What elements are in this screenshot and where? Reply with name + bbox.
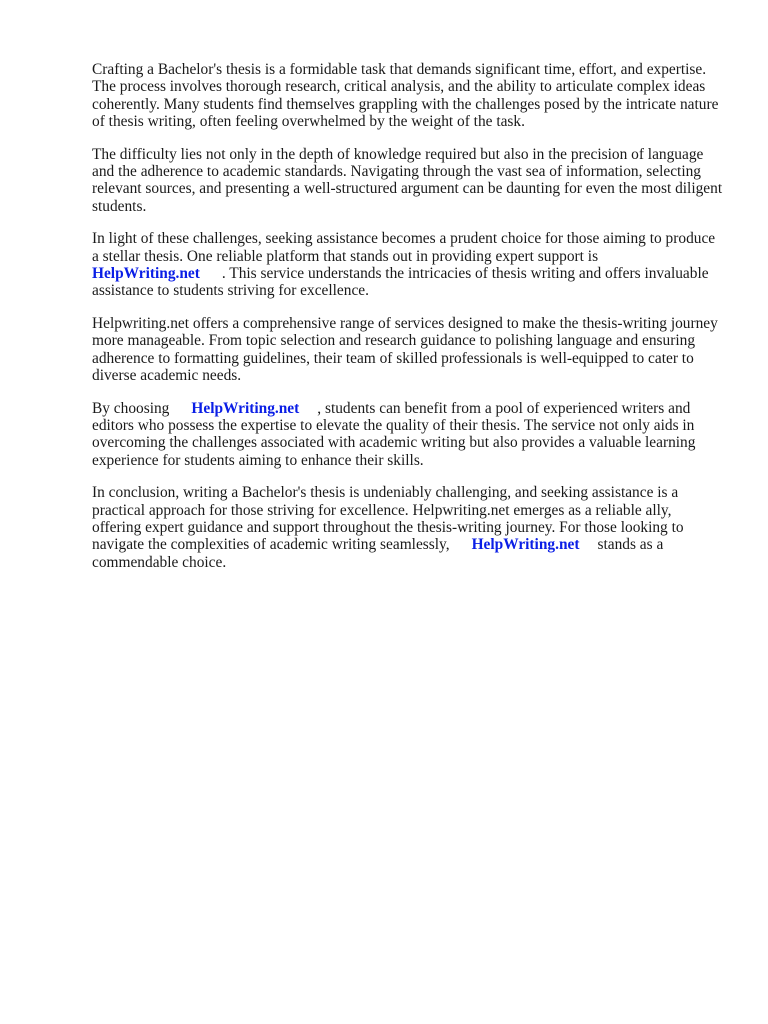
paragraph-text: Crafting a Bachelor's thesis is a formidable task that demands significant time, effort, and expertise. The process involves thorough research, critical analysis, and the ability to articulate complex ideas coherently. Many students find themselves grappling with the challenges posed by the intricate nature of thesis writing, often feeling overwhelmed by the weight of the task. — [92, 61, 719, 130]
helpwriting-link[interactable]: HelpWriting.net — [471, 536, 580, 554]
helpwriting-link[interactable]: HelpWriting.net — [191, 399, 300, 417]
helpwriting-link[interactable]: HelpWriting.net — [92, 264, 200, 282]
paragraph-text-before-link: In conclusion, writing a Bachelor's thesis is undeniably challenging, and seeking assistance is a practical approach for those striving for excellence. Helpwriting.net emerges as a reliable ally, offering expert guidance and support throughout the thesis-writing journey. For those looking to navigate the complexities of academic writing seamlessly, — [92, 484, 684, 554]
paragraph-text-after-link: , students can benefit from a pool of experienced writers and editors who possess the expertise to elevate the quality of their thesis. The service not only aids in overcoming the challenges associated with academic writing but also provides a valuable learning experience for students aiming to enhance their skills. — [92, 399, 696, 469]
paragraph-text-after-link: stands as a commendable choice. — [92, 536, 664, 571]
paragraph-text: Helpwriting.net offers a comprehensive range of services designed to make the thesis-writing journey more manageable. From topic selection and research guidance to polishing language and ensuring adherence to formatting guidelines, their team of skilled professionals is well-equipped to cater to diverse academic needs. — [92, 315, 718, 384]
paragraph-text-after-link: . This service understands the intricacies of thesis writing and offers invaluable assistance to students striving for excellence. — [92, 264, 709, 300]
paragraph-text: The difficulty lies not only in the depth of knowledge required but also in the precision of language and the adherence to academic standards. Navigating through the vast sea of information, selecting relevant sources, and presenting a well-structured argument can be daunting for even the most diligent students. — [92, 145, 723, 215]
paragraph-conclusion — [92, 484, 724, 570]
paragraph-choosing — [92, 400, 724, 469]
paragraph-text-before-link: In light of these challenges, seeking assistance becomes a prudent choice for those aiming to produce a stellar thesis. One reliable platform that stands out in providing expert support is — [92, 230, 716, 265]
paragraph-text-before-link: By choosing — [92, 399, 170, 417]
paragraph-assistance — [92, 230, 724, 299]
paragraph-difficulty — [92, 146, 724, 215]
document-body — [92, 61, 724, 586]
paragraph-services — [92, 315, 724, 384]
paragraph-intro — [92, 61, 724, 130]
